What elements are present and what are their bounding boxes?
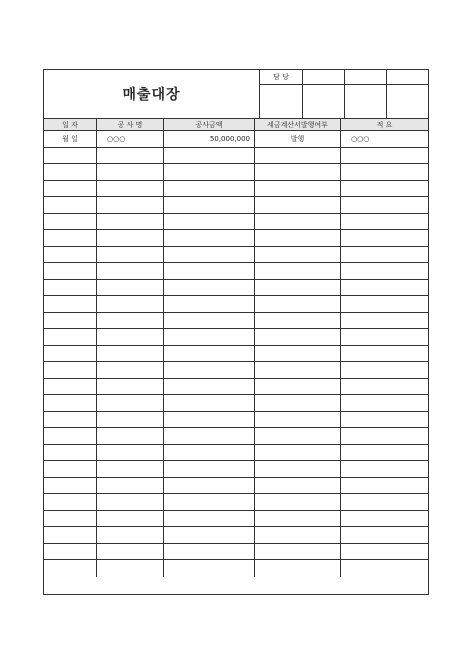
column-header-amount: 공사금액 (164, 119, 255, 130)
cell-remarks[interactable] (341, 197, 428, 213)
table-row (44, 445, 428, 462)
sales-ledger-sheet (43, 69, 429, 595)
cell-invoice[interactable] (255, 544, 341, 560)
cell-date[interactable] (44, 527, 97, 543)
cell-remarks[interactable] (341, 181, 428, 197)
cell-project[interactable] (97, 164, 164, 180)
cell-date[interactable]: 월 일 (44, 131, 97, 147)
cell-date[interactable] (44, 230, 97, 246)
cell-date[interactable] (44, 511, 97, 527)
cell-project[interactable] (97, 197, 164, 213)
cell-project[interactable] (97, 560, 164, 577)
cell-date[interactable] (44, 379, 97, 395)
table-row (44, 181, 428, 198)
cell-remarks[interactable] (341, 478, 428, 494)
cell-amount[interactable] (164, 230, 255, 246)
cell-project[interactable] (97, 247, 164, 263)
cell-date[interactable] (44, 181, 97, 197)
cell-date[interactable] (44, 214, 97, 230)
cell-invoice[interactable] (255, 148, 341, 164)
cell-amount[interactable] (164, 560, 255, 577)
cell-date[interactable] (44, 362, 97, 378)
table-row (44, 478, 428, 495)
cell-invoice[interactable] (255, 428, 341, 444)
cell-invoice[interactable] (255, 478, 341, 494)
cell-amount[interactable] (164, 247, 255, 263)
cell-project[interactable] (97, 527, 164, 543)
approval-slot-3-header (387, 70, 428, 84)
cell-invoice[interactable] (255, 494, 341, 510)
table-row (44, 197, 428, 214)
cell-invoice[interactable] (255, 329, 341, 345)
table-row (44, 428, 428, 445)
table-header (44, 118, 428, 131)
table-row (44, 247, 428, 264)
cell-project[interactable] (97, 230, 164, 246)
cell-invoice[interactable] (255, 263, 341, 279)
cell-invoice[interactable] (255, 230, 341, 246)
cell-amount[interactable] (164, 296, 255, 312)
cell-date[interactable] (44, 247, 97, 263)
cell-remarks[interactable] (341, 544, 428, 560)
cell-remarks[interactable] (341, 230, 428, 246)
cell-date[interactable] (44, 280, 97, 296)
cell-date[interactable] (44, 346, 97, 362)
table-row (44, 527, 428, 544)
cell-amount[interactable] (164, 494, 255, 510)
cell-project[interactable] (97, 148, 164, 164)
cell-amount[interactable] (164, 148, 255, 164)
cell-invoice[interactable] (255, 527, 341, 543)
cell-remarks[interactable] (341, 511, 428, 527)
approval-box (260, 70, 428, 118)
table-row (44, 230, 428, 247)
table-row (44, 329, 428, 346)
approval-sign-box[interactable] (387, 85, 428, 118)
cell-remarks[interactable] (341, 313, 428, 329)
cell-date[interactable] (44, 164, 97, 180)
cell-amount[interactable] (164, 313, 255, 329)
cell-project[interactable] (97, 445, 164, 461)
cell-project[interactable] (97, 544, 164, 560)
cell-date[interactable] (44, 461, 97, 477)
cell-date[interactable] (44, 263, 97, 279)
cell-project[interactable] (97, 428, 164, 444)
cell-remarks[interactable] (341, 494, 428, 510)
cell-invoice[interactable] (255, 362, 341, 378)
table-row (44, 214, 428, 231)
cell-date[interactable] (44, 445, 97, 461)
cell-date[interactable] (44, 428, 97, 444)
cell-project[interactable] (97, 362, 164, 378)
cell-remarks[interactable] (341, 412, 428, 428)
cell-invoice[interactable] (255, 511, 341, 527)
cell-project[interactable] (97, 412, 164, 428)
table-row (44, 131, 428, 148)
cell-remarks[interactable] (341, 164, 428, 180)
cell-remarks[interactable] (341, 214, 428, 230)
cell-remarks[interactable]: ○○○ (351, 134, 370, 143)
table-row (44, 494, 428, 511)
table-row (44, 148, 428, 165)
cell-invoice[interactable] (255, 313, 341, 329)
cell-invoice[interactable]: 발행 (255, 131, 341, 147)
cell-remarks[interactable] (341, 560, 428, 577)
cell-date[interactable] (44, 197, 97, 213)
cell-amount[interactable] (164, 527, 255, 543)
page-title: 매출대장 (122, 87, 181, 103)
cell-project[interactable] (97, 263, 164, 279)
cell-project[interactable] (97, 181, 164, 197)
table-body (44, 131, 428, 577)
table-row (44, 296, 428, 313)
table-row (44, 362, 428, 379)
table-row (44, 560, 428, 577)
cell-date[interactable] (44, 395, 97, 411)
column-header-remarks: 적 요 (376, 120, 393, 129)
cell-invoice[interactable] (255, 412, 341, 428)
cell-amount[interactable] (164, 362, 255, 378)
table-row (44, 544, 428, 561)
cell-invoice[interactable] (255, 197, 341, 213)
cell-date[interactable] (44, 313, 97, 329)
cell-remarks[interactable] (341, 461, 428, 477)
cell-date[interactable] (44, 560, 97, 577)
cell-amount[interactable] (164, 445, 255, 461)
cell-project[interactable] (97, 346, 164, 362)
column-header-date: 일 자 (44, 119, 97, 130)
cell-project[interactable]: ○○○ (97, 131, 164, 147)
table-row (44, 412, 428, 429)
table-row (44, 164, 428, 181)
approval-sign-row (260, 85, 428, 118)
cell-date[interactable] (44, 148, 97, 164)
cell-amount[interactable] (164, 263, 255, 279)
cell-invoice[interactable] (255, 346, 341, 362)
cell-remarks[interactable] (341, 296, 428, 312)
cell-remarks[interactable] (341, 527, 428, 543)
cell-invoice[interactable] (255, 247, 341, 263)
cell-project[interactable] (97, 478, 164, 494)
cell-remarks[interactable] (341, 263, 428, 279)
cell-project[interactable] (97, 296, 164, 312)
cell-remarks[interactable] (341, 280, 428, 296)
cell-remarks[interactable] (341, 247, 428, 263)
cell-invoice[interactable] (255, 164, 341, 180)
cell-remarks[interactable] (341, 379, 428, 395)
title-block (44, 70, 260, 118)
approval-label: 담 당 (260, 70, 303, 84)
cell-project[interactable] (97, 313, 164, 329)
column-header-project: 공 사 명 (97, 119, 164, 130)
cell-remarks[interactable] (341, 329, 428, 345)
table-row (44, 263, 428, 280)
cell-date[interactable] (44, 478, 97, 494)
cell-amount[interactable] (164, 461, 255, 477)
cell-project[interactable] (97, 379, 164, 395)
cell-amount[interactable] (164, 379, 255, 395)
table-row (44, 511, 428, 528)
cell-project[interactable] (97, 494, 164, 510)
table-row (44, 346, 428, 363)
cell-invoice[interactable] (255, 560, 341, 577)
cell-amount[interactable] (164, 164, 255, 180)
cell-remarks[interactable] (341, 346, 428, 362)
cell-amount[interactable] (164, 412, 255, 428)
cell-amount[interactable] (164, 214, 255, 230)
cell-invoice[interactable] (255, 214, 341, 230)
cell-remarks[interactable] (341, 148, 428, 164)
cell-project[interactable] (97, 329, 164, 345)
table-row (44, 280, 428, 297)
cell-amount[interactable] (164, 478, 255, 494)
approval-slot-1-header (303, 70, 345, 84)
table-row (44, 395, 428, 412)
cell-invoice[interactable] (255, 395, 341, 411)
cell-project[interactable] (97, 395, 164, 411)
cell-project[interactable] (97, 214, 164, 230)
table-row (44, 313, 428, 330)
cell-amount[interactable] (164, 197, 255, 213)
cell-amount[interactable] (164, 511, 255, 527)
cell-amount[interactable] (164, 428, 255, 444)
cell-project[interactable] (97, 511, 164, 527)
approval-label-row (260, 70, 428, 85)
cell-amount[interactable] (164, 346, 255, 362)
cell-date[interactable] (44, 296, 97, 312)
cell-amount[interactable] (164, 280, 255, 296)
approval-slot-2-header (345, 70, 387, 84)
cell-amount[interactable] (164, 329, 255, 345)
table-row (44, 379, 428, 396)
cell-amount[interactable] (164, 181, 255, 197)
cell-remarks[interactable] (341, 445, 428, 461)
cell-date[interactable] (44, 544, 97, 560)
cell-amount[interactable] (164, 395, 255, 411)
cell-amount[interactable]: 50,000,000 (164, 131, 255, 147)
cell-invoice[interactable] (255, 296, 341, 312)
cell-date[interactable] (44, 494, 97, 510)
approval-sign-box[interactable] (345, 85, 387, 118)
approval-sign-box[interactable] (303, 85, 345, 118)
cell-invoice[interactable] (255, 280, 341, 296)
cell-amount[interactable] (164, 544, 255, 560)
cell-date[interactable] (44, 412, 97, 428)
cell-invoice[interactable] (255, 445, 341, 461)
cell-invoice[interactable] (255, 181, 341, 197)
approval-sign-box[interactable] (260, 85, 303, 118)
table-row (44, 461, 428, 478)
column-header-invoice: 세금계산서발행여부 (255, 119, 341, 130)
cell-remarks[interactable] (341, 428, 428, 444)
cell-remarks[interactable] (341, 395, 428, 411)
cell-invoice[interactable] (255, 379, 341, 395)
cell-project[interactable] (97, 461, 164, 477)
cell-date[interactable] (44, 329, 97, 345)
cell-project[interactable] (97, 280, 164, 296)
cell-remarks[interactable] (341, 362, 428, 378)
cell-invoice[interactable] (255, 461, 341, 477)
